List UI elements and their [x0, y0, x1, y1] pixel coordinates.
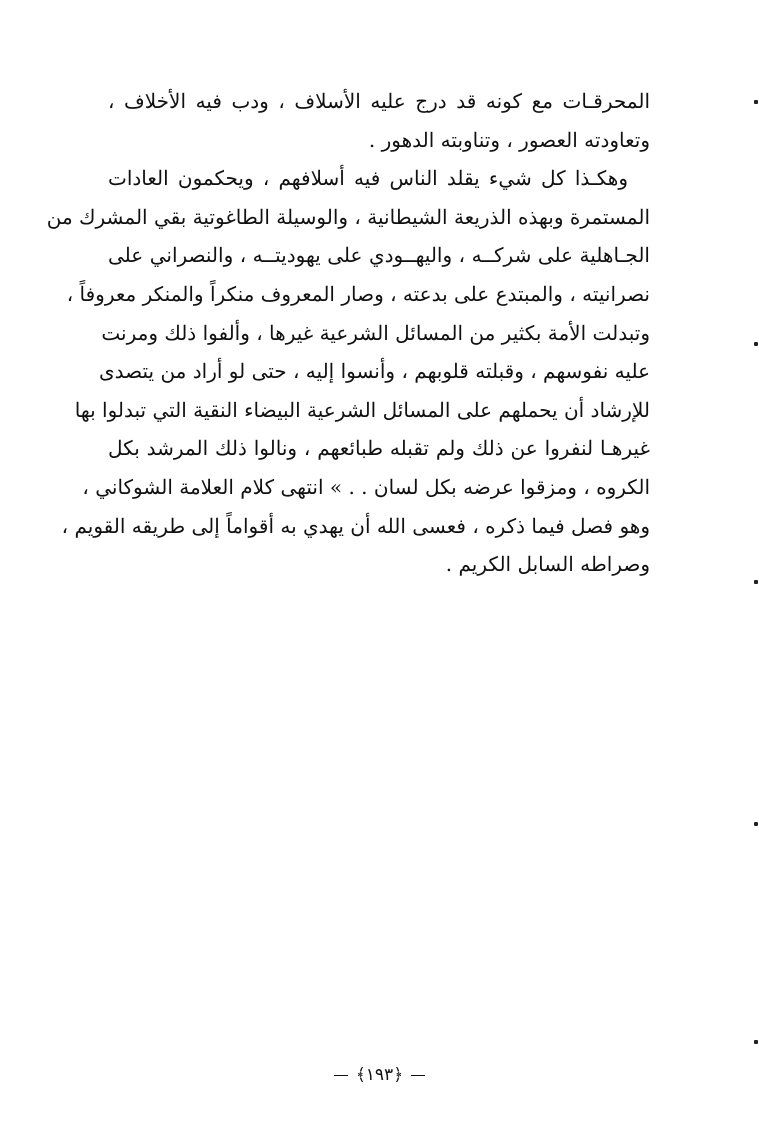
margin-mark — [754, 1040, 758, 1044]
margin-mark — [754, 342, 758, 346]
text-line: الجـاهلية على شركــه ، واليهــودي على يهوديتــه ، والنصراني على — [108, 243, 650, 268]
page-number-right-bracket: ﴾ — [355, 1065, 366, 1085]
body-text — [46, 82, 650, 584]
text-line: نصرانيته ، والمبتدع على بدعته ، وصار المعروف منكراً والمنكر معروفاً ، — [66, 281, 650, 306]
text-line: المحرقـات مع كونه قد درج عليه الأسلاف ، ودب فيه الأخلاف ، — [108, 89, 650, 113]
text-line: عليه نفوسهم ، وقبلته قلوبهم ، وأنسوا إليه ، حتى لو أراد من يتصدى — [99, 359, 650, 384]
dash-ornament — [411, 1075, 425, 1076]
dash-ornament — [334, 1075, 348, 1076]
text-line: وهو فصل فيما ذكره ، فعسى الله أن يهدي به أقواماً إلى طريقه القويم ، — [61, 513, 650, 538]
margin-mark — [754, 100, 758, 104]
text-line: وصراطه السابل الكريم . — [445, 552, 650, 577]
text-line: الكروه ، ومزقوا عرضه بكل لسان . . » انتهى كلام العلامة الشوكاني ، — [82, 474, 650, 499]
page-number-left-bracket: ﴿ — [393, 1065, 404, 1085]
text-line: وهكـذا كل شيء يقلد الناس فيه أسلافهم ، ويحكمون العادات — [108, 166, 628, 191]
text-line: المستمرة وبهذه الذريعة الشيطانية ، والوسيلة الطاغوتية بقي المشرك من — [46, 204, 650, 229]
page-number-value: ١٩٣ — [365, 1065, 394, 1085]
text-line: للإرشاد أن يحملهم على المسائل الشرعية البيضاء النقية التي تبدلوا بها — [74, 397, 650, 422]
margin-mark — [754, 822, 758, 826]
text-line: غيرهـا لنفروا عن ذلك ولم تقبله طبائعهم ، ونالوا ذلك المرشد بكل — [108, 436, 650, 461]
margin-mark — [754, 580, 758, 584]
text-line: وتعاودته العصور ، وتناوبته الدهور . — [368, 127, 650, 152]
page-number — [0, 1064, 759, 1085]
text-line: وتبدلت الأمة بكثير من المسائل الشرعية غيرها ، وألفوا ذلك ومرنت — [101, 320, 650, 345]
